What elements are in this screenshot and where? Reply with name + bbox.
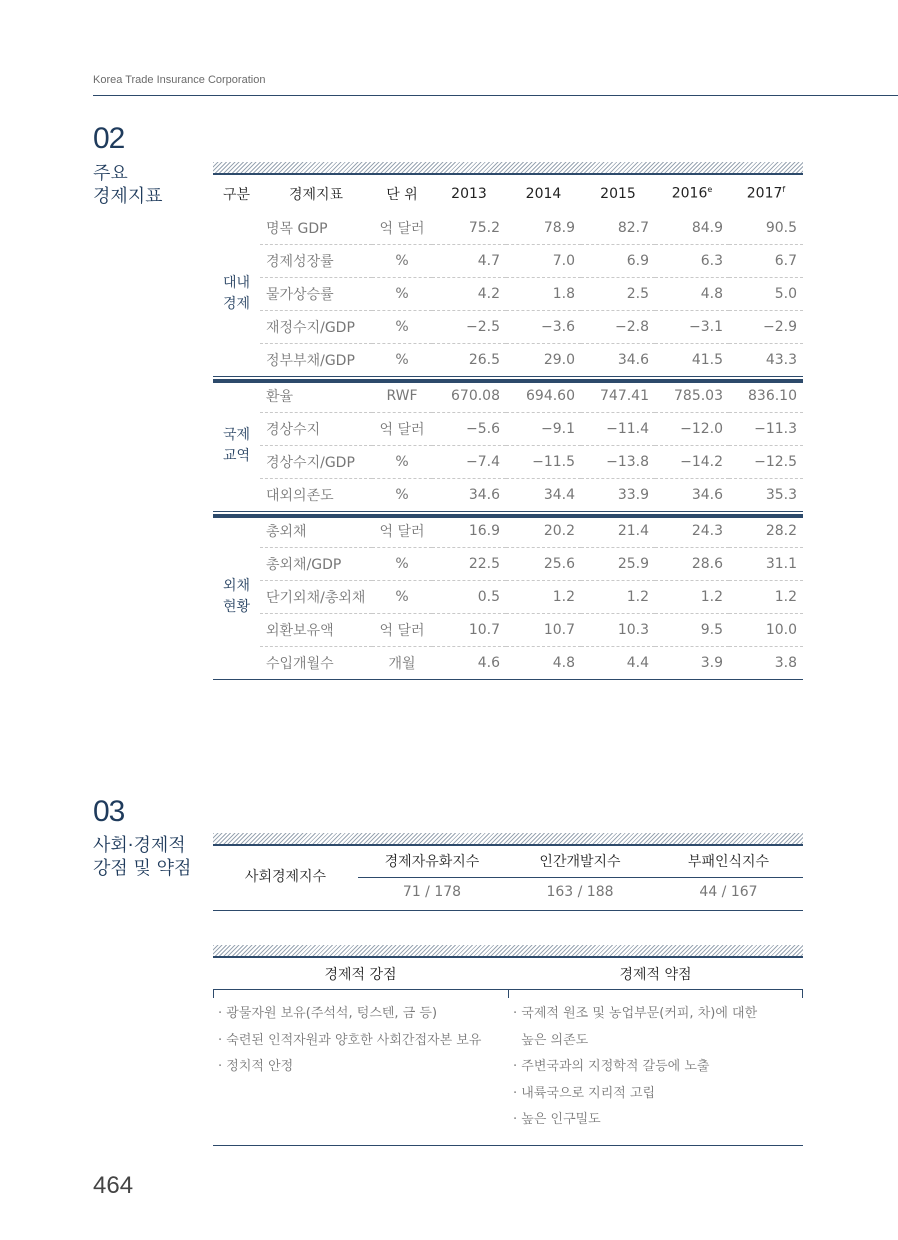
value-cell: 0.5: [432, 581, 506, 614]
table-row: [213, 479, 803, 512]
value-cell: 9.5: [655, 614, 729, 647]
value-cell: 16.9: [432, 515, 506, 548]
value-cell: 28.2: [729, 515, 803, 548]
indicator-cell: 물가상승률: [260, 278, 372, 311]
index-value-corruption-perception: 44 / 167: [699, 884, 758, 900]
value-cell: 836.10: [729, 380, 803, 413]
col-header-2015: 2015: [600, 185, 636, 202]
indicator-cell: 경상수지: [260, 413, 372, 446]
value-cell: 33.9: [617, 487, 649, 503]
group-label-line: 외채: [222, 578, 251, 594]
value-cell: 34.6: [691, 487, 723, 503]
indicator-cell: 정부부채/GDP: [266, 353, 355, 369]
group-separator: [213, 680, 803, 681]
value-cell: 1.8: [506, 278, 581, 311]
year-label: 2016: [671, 185, 708, 202]
table-row: [213, 548, 803, 581]
value-cell: −12.5: [729, 446, 803, 479]
value-cell: 34.6: [617, 352, 649, 368]
value-cell: 28.6: [655, 548, 729, 581]
header-org: Korea Trade Insurance Corporation: [93, 74, 266, 86]
table-top-hatch: [213, 162, 803, 173]
value-cell: 4.6: [477, 655, 500, 671]
value-cell: 6.9: [581, 245, 655, 278]
value-cell: 4.7: [432, 245, 506, 278]
value-cell: 78.9: [506, 212, 581, 245]
weakness-item: 높은 의존도: [513, 1032, 589, 1048]
year-superscript: f: [782, 185, 786, 195]
value-cell: 34.4: [543, 487, 575, 503]
col-header-unit: 단 위: [386, 186, 418, 203]
unit-cell: 억 달러: [372, 212, 432, 245]
value-cell: 670.08: [432, 380, 506, 413]
indicator-cell: 외환보유액: [260, 614, 372, 647]
indicator-cell: 환율: [260, 380, 372, 413]
value-cell: 3.9: [700, 655, 723, 671]
unit-cell: %: [372, 581, 432, 614]
table-row: [213, 413, 803, 446]
unit-cell: %: [395, 487, 409, 503]
value-cell: 1.2: [729, 581, 803, 614]
sw-table-hatch: [213, 945, 803, 956]
value-cell: 82.7: [581, 212, 655, 245]
index-row-label: 사회경제지수: [244, 869, 327, 885]
group-label: [213, 212, 260, 376]
value-cell: 90.5: [729, 212, 803, 245]
table-row: [213, 380, 803, 413]
table-row: [213, 278, 803, 311]
value-cell: −14.2: [655, 446, 729, 479]
index-header-divider: [358, 877, 803, 878]
value-cell: 41.5: [691, 352, 723, 368]
value-cell: −5.6: [432, 413, 506, 446]
value-cell: 10.3: [581, 614, 655, 647]
value-cell: 22.5: [432, 548, 506, 581]
indicator-cell: 경제성장률: [260, 245, 372, 278]
index-value-human-development: 163 / 188: [546, 884, 614, 900]
section2-title-line: 경제지표: [93, 186, 163, 207]
group-label-line: 경제: [222, 296, 251, 312]
sw-table-top-rule: [213, 956, 803, 958]
value-cell: 10.7: [506, 614, 581, 647]
index-table-bottom-rule: [213, 910, 803, 911]
weakness-item: · 내륙국으로 지리적 고립: [513, 1085, 656, 1101]
value-cell: −11.5: [506, 446, 581, 479]
col-header-2014: 2014: [525, 185, 562, 202]
value-cell: 4.4: [626, 655, 649, 671]
value-cell: 4.8: [655, 278, 729, 311]
value-cell: −3.1: [655, 311, 729, 344]
unit-cell: 개월: [388, 656, 416, 672]
col-header-2016: [655, 175, 729, 212]
section2-title-line: 주요: [93, 163, 128, 184]
col-header-group: 구분: [222, 186, 251, 203]
value-cell: 34.6: [468, 487, 500, 503]
value-cell: −2.8: [581, 311, 655, 344]
value-cell: 29.0: [543, 352, 575, 368]
value-cell: −2.9: [729, 311, 803, 344]
group-label: [213, 515, 260, 680]
value-cell: −11.3: [729, 413, 803, 446]
indicator-cell: 총외채: [260, 515, 372, 548]
indicator-cell: 명목 GDP: [260, 212, 372, 245]
header-divider: [93, 95, 898, 96]
value-cell: 7.0: [506, 245, 581, 278]
sw-tick-mid: [508, 990, 509, 998]
group-label-line: 대내: [222, 275, 251, 291]
strength-item: · 숙련된 인적자원과 양호한 사회간접자본 보유: [218, 1032, 482, 1048]
value-cell: 6.3: [655, 245, 729, 278]
unit-cell: %: [372, 311, 432, 344]
index-header-economic-freedom: 경제자유화지수: [384, 854, 480, 870]
unit-cell: 억 달러: [372, 413, 432, 446]
value-cell: −3.6: [506, 311, 581, 344]
unit-cell: 억 달러: [372, 614, 432, 647]
value-cell: 20.2: [506, 515, 581, 548]
table-row: [213, 515, 803, 548]
table-row: [213, 245, 803, 278]
table-row: [213, 647, 803, 680]
value-cell: −11.4: [581, 413, 655, 446]
value-cell: 75.2: [432, 212, 506, 245]
section3-title-line: 사회·경제적: [93, 835, 186, 856]
unit-cell: %: [372, 446, 432, 479]
strengths-title: 경제적 강점: [324, 967, 397, 983]
strength-item: · 광물자원 보유(주석석, 텅스텐, 금 등): [218, 1006, 438, 1021]
strengths-list: [218, 1001, 481, 1081]
value-cell: 1.2: [581, 581, 655, 614]
unit-cell: 억 달러: [372, 515, 432, 548]
value-cell: 35.3: [765, 487, 797, 503]
year-label: 2017: [746, 185, 783, 202]
section2-title: [93, 162, 163, 208]
indicator-cell: 경상수지/GDP: [260, 446, 372, 479]
group-label: [213, 380, 260, 511]
index-header-corruption-perception: 부패인식지수: [687, 854, 770, 870]
col-header-2017: [729, 175, 803, 212]
value-cell: 10.0: [729, 614, 803, 647]
sw-tick-left: [213, 990, 214, 998]
indicator-cell: 총외채/GDP: [260, 548, 372, 581]
value-cell: 747.41: [581, 380, 655, 413]
section3-title-line: 강점 및 약점: [93, 858, 192, 879]
value-cell: 25.6: [506, 548, 581, 581]
index-table-hatch: [213, 833, 803, 844]
value-cell: 2.5: [581, 278, 655, 311]
value-cell: 6.7: [729, 245, 803, 278]
table-row: [213, 212, 803, 245]
page-number: 464: [93, 1172, 134, 1199]
value-cell: 84.9: [655, 212, 729, 245]
value-cell: 4.8: [552, 655, 575, 671]
year-superscript: e: [707, 185, 713, 195]
value-cell: 25.9: [581, 548, 655, 581]
value-cell: −7.4: [432, 446, 506, 479]
group-label-line: 현황: [222, 599, 251, 615]
value-cell: 10.7: [432, 614, 506, 647]
value-cell: 5.0: [729, 278, 803, 311]
section3-number: 03: [93, 795, 125, 828]
sw-table-bottom-rule: [213, 1145, 803, 1146]
table-row: [213, 344, 803, 377]
strength-item: · 정치적 안정: [218, 1059, 294, 1074]
table-header-row: [213, 175, 803, 212]
unit-cell: %: [372, 245, 432, 278]
value-cell: −9.1: [506, 413, 581, 446]
value-cell: 1.2: [506, 581, 581, 614]
sw-tick-right: [802, 990, 803, 998]
weakness-item: · 국제적 원조 및 농업부문(커피, 차)에 대한: [513, 1006, 758, 1021]
value-cell: 3.8: [774, 655, 797, 671]
col-header-2013: 2013: [451, 185, 487, 202]
unit-cell: %: [372, 548, 432, 581]
index-table-top-rule: [213, 844, 803, 846]
table-row: [213, 311, 803, 344]
value-cell: −12.0: [655, 413, 729, 446]
value-cell: 43.3: [765, 352, 797, 368]
col-header-indicator: 경제지표: [288, 186, 344, 203]
unit-cell: RWF: [372, 380, 432, 413]
table-row: [213, 614, 803, 647]
value-cell: −2.5: [432, 311, 506, 344]
indicator-cell: 수입개월수: [266, 656, 334, 672]
section2-number: 02: [93, 122, 125, 155]
value-cell: 31.1: [729, 548, 803, 581]
index-value-economic-freedom: 71 / 178: [402, 884, 462, 900]
economic-indicators-table: [213, 175, 803, 680]
indicator-cell: 재정수지/GDP: [260, 311, 372, 344]
value-cell: 24.3: [655, 515, 729, 548]
value-cell: 26.5: [468, 352, 500, 368]
indicator-cell: 단기외채/총외채: [260, 581, 372, 614]
unit-cell: %: [395, 352, 409, 368]
table-row: [213, 446, 803, 479]
value-cell: 4.2: [432, 278, 506, 311]
indicator-cell: 대외의존도: [266, 488, 334, 504]
table-row: [213, 581, 803, 614]
unit-cell: %: [372, 278, 432, 311]
weakness-item: · 높은 인구밀도: [513, 1112, 601, 1127]
weakness-item: · 주변국과의 지정학적 갈등에 노출: [513, 1059, 710, 1074]
group-label-line: 교역: [222, 447, 251, 464]
value-cell: −13.8: [581, 446, 655, 479]
value-cell: 21.4: [581, 515, 655, 548]
index-header-human-development: 인간개발지수: [539, 854, 621, 870]
value-cell: 785.03: [655, 380, 729, 413]
value-cell: 1.2: [655, 581, 729, 614]
group-label-line: 국제: [222, 426, 251, 443]
weaknesses-title: 경제적 약점: [619, 967, 692, 983]
section3-title: [93, 834, 191, 880]
value-cell: 694.60: [506, 380, 581, 413]
weaknesses-list: [513, 1001, 757, 1134]
